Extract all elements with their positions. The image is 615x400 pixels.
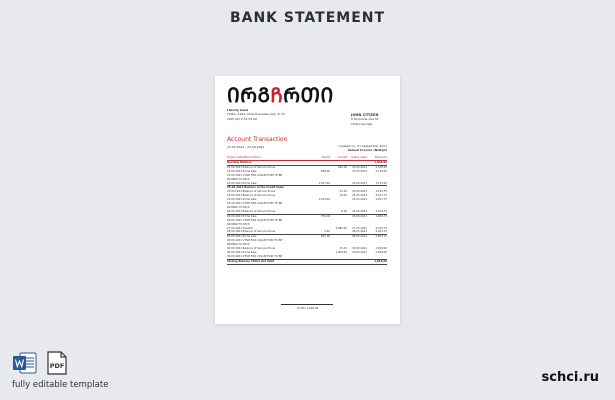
table-cell: 23.03.2021 xyxy=(352,169,367,173)
table-cell xyxy=(311,161,330,165)
table-cell: 1,818.00 xyxy=(374,259,387,263)
table-cell xyxy=(347,260,367,264)
bank-name: Liberty bank xyxy=(227,108,249,112)
table-cell: 23.03.2021 xyxy=(352,165,367,169)
customer-city: Tbilisi Georgia xyxy=(351,121,373,126)
table-cell: PAYABLE TO PAYS xyxy=(227,222,250,226)
table-cell: PAYABLE TO PAYS xyxy=(227,205,250,209)
table-cell xyxy=(311,210,330,214)
table-cell xyxy=(367,255,387,259)
table-cell: 2,818.00 xyxy=(375,247,387,251)
table-cell xyxy=(330,255,347,259)
customer-address xyxy=(351,113,379,126)
table-cell: 4,249.75 xyxy=(375,209,387,213)
table-cell: 25.03.2021 Balance of Service Prices xyxy=(227,194,276,198)
table-cell: Closing Balance Tbilisi and Valid xyxy=(227,259,275,263)
table-cell: 26.03.2021 Prima Sale xyxy=(227,214,257,218)
table-cell: 1,150.00 xyxy=(318,198,330,202)
table-cell: 1,818.00 xyxy=(375,250,387,254)
statement-title: Account Transaction xyxy=(227,136,288,143)
table-cell: 2,019.75 xyxy=(375,226,387,230)
table-cell: 580.00 xyxy=(320,169,330,173)
table-body xyxy=(227,161,387,265)
footer-rule xyxy=(281,304,333,305)
table-cell: 3.40 xyxy=(324,230,330,234)
brand-watermark: schci.ru xyxy=(541,370,599,385)
table-cell: 820.00 xyxy=(320,235,330,239)
table-cell: PAYABLE TO PAYS xyxy=(227,177,250,181)
table-cell: 25.03.2021 Balance of Service Prices xyxy=(227,190,276,194)
pdf-icon-label: PDF xyxy=(49,362,65,370)
table-cell: 24.03.2021 xyxy=(352,181,367,185)
table-cell: 23.03.2021 Balance of Service Prices xyxy=(227,165,276,169)
table-cell: 28.03.2021 xyxy=(352,230,367,234)
table-cell: 25.03.2021 VTSM FOR COLLECTION TO BE xyxy=(227,202,283,206)
template-caption: fully editable template xyxy=(12,380,109,390)
table-cell: 25.03.2021 xyxy=(352,198,367,202)
customer-address-line: 5 Mcquade Ave St. xyxy=(351,117,379,122)
table-cell: 25.15 xyxy=(339,247,347,251)
table-cell: 2,843.15 xyxy=(375,235,387,239)
table-cell: 30.03.2021 Prima Sale xyxy=(227,250,257,254)
format-icons xyxy=(12,350,70,376)
table-cell xyxy=(311,255,330,259)
word-icon xyxy=(12,350,38,376)
valued-label: Valued Invoice (NoEqd) xyxy=(347,148,387,153)
column-header: Debit xyxy=(321,155,330,159)
transactions-table xyxy=(227,155,387,265)
table-row xyxy=(227,260,387,265)
column-header: Value date xyxy=(351,155,367,159)
bank-phone: (995 32) 2 55 55 00 xyxy=(227,116,258,121)
table-cell: 30.03.2021 Balance of Service Prices xyxy=(227,247,276,251)
table-cell: 1,538.00 xyxy=(375,165,387,169)
table-cell xyxy=(330,230,347,234)
table-cell: 1,057.00 xyxy=(318,181,330,185)
table-cell: 3,175.00 xyxy=(375,181,387,185)
table-cell: 25.03.2021 xyxy=(352,190,367,194)
table-cell: PAYABLE TO PAYS xyxy=(227,243,250,247)
table-cell: 2,023.15 xyxy=(375,230,387,234)
footer-total: TO PAY 1,818.00 xyxy=(296,307,319,310)
bank-address-line: Tbilisi, 0162, Chavchavadze Ave. # 74 xyxy=(227,112,285,117)
table-cell: 402.00 xyxy=(337,165,347,169)
table-cell: 4,999.75 xyxy=(375,214,387,218)
table-cell xyxy=(330,260,347,264)
table-cell: 26.03.2021 VTSM FOR COLLECTION TO BE xyxy=(227,218,283,222)
table-cell: 28.03.2021 xyxy=(352,235,367,239)
table-cell: 27.03.2021 Transfer xyxy=(227,226,254,230)
table-cell: 1,940.00 xyxy=(374,161,387,164)
table-cell: 28.03.2021 Balance of Service Prices xyxy=(227,230,276,234)
table-cell: 25.03.2021 Prima Sale xyxy=(227,198,257,202)
bank-address xyxy=(227,108,285,121)
table-cell xyxy=(347,255,367,259)
statement-created xyxy=(339,144,387,152)
created-date: Created on: 23 September 2021 xyxy=(338,144,387,148)
pdf-icon xyxy=(44,350,70,376)
table-cell: 25.03.2021 Balance of the Credit Sales xyxy=(227,186,284,190)
table-cell: 4,257.75 xyxy=(375,198,387,202)
table-cell: 750.00 xyxy=(320,214,330,218)
table-cell: 24.03.2021 Prima Sale xyxy=(227,181,257,185)
bank-logo: ᲘᲠᲒᲩᲠᲗᲘ xyxy=(227,83,334,107)
page-title: BANK STATEMENT xyxy=(229,10,386,26)
customer-name: JOHN CITIZEN xyxy=(351,113,379,117)
table-cell: 30.03.2021 xyxy=(352,247,367,251)
statement-preview[interactable] xyxy=(215,76,400,324)
table-cell: 28.03.2021 Prima Sale xyxy=(227,235,257,239)
column-header: Credit xyxy=(337,155,347,159)
table-cell xyxy=(330,182,347,186)
table-cell: 25.03.2021 xyxy=(352,194,367,198)
table-cell: Opening Balance xyxy=(227,161,252,164)
table-cell: 26.03.2021 Balance of Service Prices xyxy=(227,209,276,213)
table-cell: 51.25 xyxy=(339,190,347,194)
table-cell: 1,000.00 xyxy=(335,250,347,254)
table-cell: 16.00 xyxy=(339,194,347,198)
table-cell: 8.00 xyxy=(341,209,347,213)
table-cell: 3,123.75 xyxy=(375,190,387,194)
table-cell: 30.03.2021 xyxy=(352,250,367,254)
column-header: Trade date/Description xyxy=(227,155,262,159)
table-cell: 27.03.2021 xyxy=(352,226,367,230)
table-cell: 23.03.2021 Prima Sale xyxy=(227,169,257,173)
table-cell: 23.03.2021 VTSM FOR COLLECTION TO BE xyxy=(227,173,283,177)
table-cell: 30.03.2021 VTSM FOR COLLECTION TO BE xyxy=(227,254,283,258)
table-cell: 2,980.00 xyxy=(335,226,347,230)
table-cell: 2,118.00 xyxy=(375,169,387,173)
table-cell: 3,107.75 xyxy=(375,194,387,198)
column-header: Balance xyxy=(375,155,387,159)
table-cell: 28.03.2021 VTSM FOR COLLECTION TO BE xyxy=(227,239,283,243)
table-cell xyxy=(330,161,347,165)
table-cell: 26.03.2021 xyxy=(352,209,367,213)
statement-period: 23.03.2021 - 23.09.2021 xyxy=(227,145,265,149)
table-cell xyxy=(311,260,330,264)
table-cell: 26.03.2021 xyxy=(352,214,367,218)
table-cell xyxy=(347,161,367,165)
